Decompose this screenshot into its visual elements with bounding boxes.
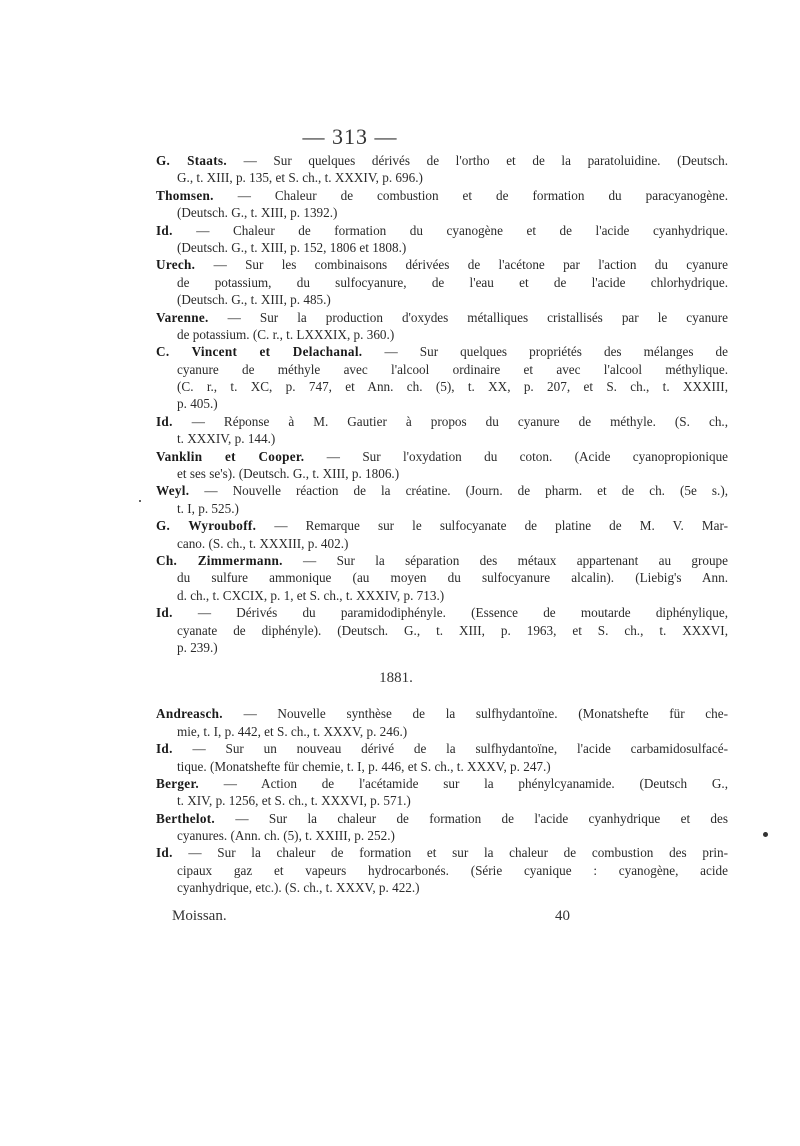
entry-text: cyanures. (Ann. ch. (5), t. XXIII, p. 252.) <box>177 828 395 844</box>
bibliography-entry <box>156 552 728 604</box>
entry-line <box>156 844 728 861</box>
entry-line <box>156 378 728 395</box>
entry-line <box>156 361 728 378</box>
entry-text: (Deutsch. G., t. XIII, p. 152, 1806 et 1808.) <box>177 239 407 255</box>
entry-text: — Chaleur de combustion et de formation du paracyanogène. <box>237 187 728 203</box>
entry-text: — Remarque sur le sulfocyanate de platine de M. V. Mar- <box>274 518 728 534</box>
year-heading: 1881. <box>379 670 413 687</box>
entry-text: de potassium, du sulfocyanure, de l'eau et de l'acide chlorhydrique. <box>177 274 728 290</box>
entry-line <box>156 552 728 569</box>
entry-line <box>156 430 728 447</box>
entry-author: Andreasch. <box>156 706 223 722</box>
entry-line <box>156 465 728 482</box>
entry-text: (Deutsch. G., t. XIII, p. 485.) <box>177 292 331 308</box>
entry-line <box>156 274 728 291</box>
entry-line <box>156 587 728 604</box>
entry-line <box>156 187 728 204</box>
entry-text: — Sur la chaleur de formation de l'acide cyanhydrique et des <box>235 810 729 826</box>
entry-text: cano. (S. ch., t. XXXIII, p. 402.) <box>177 535 349 551</box>
bibliography-entry <box>156 222 728 257</box>
entry-line <box>156 326 728 343</box>
entry-author: Weyl. <box>156 483 190 499</box>
entry-text: — Dérivés du paramidodiphényle. (Essence de moutarde diphénylique, <box>197 605 728 621</box>
entry-author: Ch. Zimmermann. <box>156 552 283 568</box>
entry-text: t. XXXIV, p. 144.) <box>177 431 276 447</box>
entry-line <box>156 413 728 430</box>
entry-text: du sulfure ammonique (au moyen du sulfocyanure alcalin). (Liebig's Ann. <box>177 570 728 586</box>
entry-text: — Sur la chaleur de formation et sur la chaleur de combustion des prin- <box>188 845 729 861</box>
entry-text: — Nouvelle réaction de la créatine. (Journ. de pharm. et de ch. (5e s.), <box>204 483 729 499</box>
bibliography-entry <box>156 152 728 187</box>
entry-line <box>156 792 728 809</box>
entry-text: — Sur l'oxydation du coton. (Acide cyanopropionique <box>326 448 729 464</box>
entry-author: Urech. <box>156 257 196 273</box>
bibliography-entry <box>156 413 728 448</box>
entry-text: — Sur la séparation des métaux appartenant au groupe <box>303 552 729 568</box>
entry-text: p. 239.) <box>177 639 218 655</box>
entry-text: — Sur quelques propriétés des mélanges de <box>384 344 728 360</box>
entry-text: p. 405.) <box>177 396 218 412</box>
entry-author: Id. <box>156 845 173 861</box>
entry-text: tique. (Monatshefte für chemie, t. I, p. 446, et S. ch., t. XXXV, p. 247.) <box>177 758 551 774</box>
entry-text: de potassium. (C. r., t. LXXXIX, p. 360.) <box>177 326 395 342</box>
entry-text: — Chaleur de formation du cyanogène et de l'acide cyanhydrique. <box>196 222 729 238</box>
bibliography-entry <box>156 343 728 413</box>
entry-text: — Sur la production d'oxydes métalliques cristallisés par le cyanure <box>227 309 729 325</box>
entry-line <box>156 740 728 757</box>
entry-line <box>156 535 728 552</box>
entry-line <box>156 569 728 586</box>
entry-text: — Action de l'acétamide sur la phénylcyanamide. (Deutsch G., <box>223 775 729 791</box>
bibliography-entry <box>156 844 728 896</box>
bibliography-entry <box>156 256 728 308</box>
entry-line <box>156 862 728 879</box>
entry-author: Vanklin et Cooper. <box>156 448 305 464</box>
entry-line <box>156 517 728 534</box>
entry-author: G. Wyrouboff. <box>156 518 257 534</box>
footer-signature: Moissan. <box>172 908 227 924</box>
entry-text: — Sur quelques dérivés de l'ortho et de la paratoluidine. (Deutsch. <box>243 153 729 168</box>
entry-line <box>156 705 728 722</box>
entry-author: Berthelot. <box>156 810 216 826</box>
entry-author: Id. <box>156 605 173 621</box>
entry-text: et ses se's). (Deutsch. G., t. XIII, p. 1806.) <box>177 466 400 482</box>
entry-line <box>156 448 728 465</box>
bibliography-entry <box>156 705 728 740</box>
print-speck <box>139 500 141 502</box>
footer-sheet-number: 40 <box>555 908 570 924</box>
entry-text: — Réponse à M. Gautier à propos du cyanure de méthyle. (S. ch., <box>191 413 729 429</box>
entry-text: cyanhydrique, etc.). (S. ch., t. XXXV, p. 422.) <box>177 880 420 896</box>
entry-line <box>156 169 728 186</box>
entry-line <box>156 604 728 621</box>
entry-line <box>156 827 728 844</box>
entry-text: cyanate de diphényle). (Deutsch. G., t. XIII, p. 1963, et S. ch., t. XXXVI, <box>177 622 728 638</box>
print-speck <box>763 832 768 837</box>
entry-line <box>156 775 728 792</box>
bibliography-entry <box>156 309 728 344</box>
page-footer <box>172 908 570 925</box>
entry-text: cipaux gaz et vapeurs hydrocarbonés. (Série cyanique : cyanogène, acide <box>177 862 728 878</box>
entry-line <box>156 204 728 221</box>
entry-line <box>156 639 728 656</box>
entry-text: — Sur un nouveau dérivé de la sulfhydantoïne, l'acide carbamidosulfacé- <box>192 741 728 757</box>
entry-text: t. XIV, p. 1256, et S. ch., t. XXXVI, p. 571.) <box>177 793 411 809</box>
entry-text: mie, t. I, p. 442, et S. ch., t. XXXV, p. 246.) <box>177 723 408 739</box>
entry-line <box>156 758 728 775</box>
entry-line <box>156 879 728 896</box>
entry-author: Thomsen. <box>156 187 214 203</box>
bibliography-entry <box>156 482 728 517</box>
entry-line <box>156 482 728 499</box>
entry-line <box>156 222 728 239</box>
bibliography-entry <box>156 448 728 483</box>
entry-line <box>156 239 728 256</box>
entry-author: Id. <box>156 741 173 757</box>
entries-1880 <box>156 152 728 656</box>
bibliography-entry <box>156 187 728 222</box>
entry-author: Id. <box>156 413 173 429</box>
entry-author: G. Staats. <box>156 153 227 168</box>
entry-text: d. ch., t. CXCIX, p. 1, et S. ch., t. XXXIV, p. 713.) <box>177 587 445 603</box>
entries-1881 <box>156 705 728 896</box>
entry-line <box>156 622 728 639</box>
entry-text: t. I, p. 525.) <box>177 500 239 516</box>
entry-text: — Sur les combinaisons dérivées de l'acétone par l'action du cyanure <box>213 257 729 273</box>
entry-line <box>156 500 728 517</box>
entry-line <box>156 291 728 308</box>
entry-text: — Nouvelle synthèse de la sulfhydantoïne. (Monatshefte für che- <box>243 706 728 722</box>
entry-author: Berger. <box>156 775 199 791</box>
bibliography-entry <box>156 775 728 810</box>
entry-author: Id. <box>156 222 173 238</box>
bibliography-list <box>156 152 728 897</box>
entry-line <box>156 723 728 740</box>
bibliography-entry <box>156 517 728 552</box>
entry-author: C. Vincent et Delachanal. <box>156 344 363 360</box>
entry-text: (C. r., t. XC, p. 747, et Ann. ch. (5), t. XX, p. 207, et S. ch., t. XXXIII, <box>177 379 728 395</box>
entry-text: cyanure de méthyle avec l'alcool ordinaire et avec l'alcool méthylique. <box>177 361 728 377</box>
entry-author: Varenne. <box>156 309 209 325</box>
bibliography-entry <box>156 740 728 775</box>
entry-line <box>156 810 728 827</box>
entry-text: (Deutsch. G., t. XIII, p. 1392.) <box>177 205 338 221</box>
entry-line <box>156 343 728 360</box>
entry-line <box>156 395 728 412</box>
entry-line <box>156 309 728 326</box>
bibliography-entry <box>156 810 728 845</box>
page-number: — 313 — <box>302 124 398 149</box>
entry-line <box>156 152 728 169</box>
entry-text: G., t. XIII, p. 135, et S. ch., t. XXXIV, p. 696.) <box>177 170 423 186</box>
bibliography-entry <box>156 604 728 656</box>
entry-line <box>156 256 728 273</box>
